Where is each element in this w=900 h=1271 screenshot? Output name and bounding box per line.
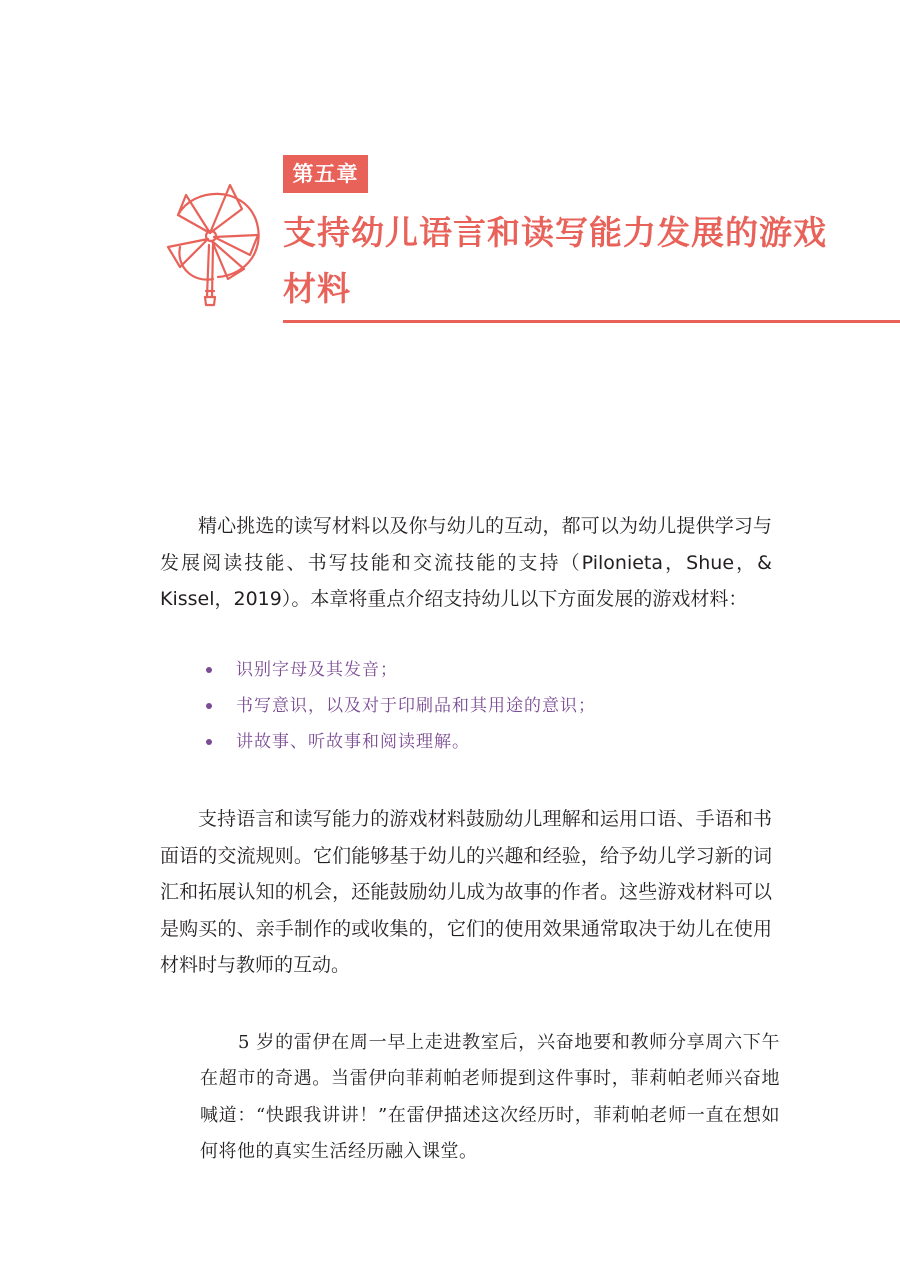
body-paragraph: 支持语言和读写能力的游戏材料鼓励幼儿理解和运用口语、手语和书面语的交流规则。它们能够基于幼儿的兴趣和经验，给予幼儿学习新的词汇和拓展认知的机会，还能鼓励幼儿成为故事的作者。这些游戏材料可以是购买的、亲手制作的或收集的，它们的使用效果通常取决于幼儿在使用材料时与教师的互动。 <box>160 808 772 977</box>
bullet-icon <box>206 739 212 745</box>
list-item-text: 讲故事、听故事和阅读理解。 <box>236 732 470 752</box>
pinwheel-icon <box>158 175 268 310</box>
list-item <box>200 688 596 724</box>
intro-paragraph: 精心挑选的读写材料以及你与幼儿的互动，都可以为幼儿提供学习与发展阅读技能、书写技能和交流技能的支持（Pilonieta，Shue，& Kissel，2019）。本章将重点介绍支持幼儿以下方面发展的游戏材料： <box>160 515 772 611</box>
chapter-title: 支持幼儿语言和读写能力发展的游戏材料 <box>283 213 827 308</box>
case-study-text: 5 岁的雷伊在周一早上走进教室后，兴奋地要和教师分享周六下午在超市的奇遇。当雷伊向菲莉帕老师提到这件事时，菲莉帕老师兴奋地喊道：“快跟我讲讲！”在雷伊描述这次经历时，菲莉帕老师一直在想如何将他的真实生活经历融入课堂。 <box>200 1032 780 1163</box>
list-item <box>200 652 596 688</box>
chapter-label: 第五章 <box>283 155 368 193</box>
title-divider <box>283 320 900 323</box>
bullet-icon <box>206 703 212 709</box>
bullet-icon <box>206 667 212 673</box>
list-item <box>200 724 596 760</box>
bullet-list <box>200 652 596 760</box>
list-item-text: 识别字母及其发音； <box>236 660 398 680</box>
list-item-text: 书写意识，以及对于印刷品和其用途的意识； <box>236 696 596 716</box>
